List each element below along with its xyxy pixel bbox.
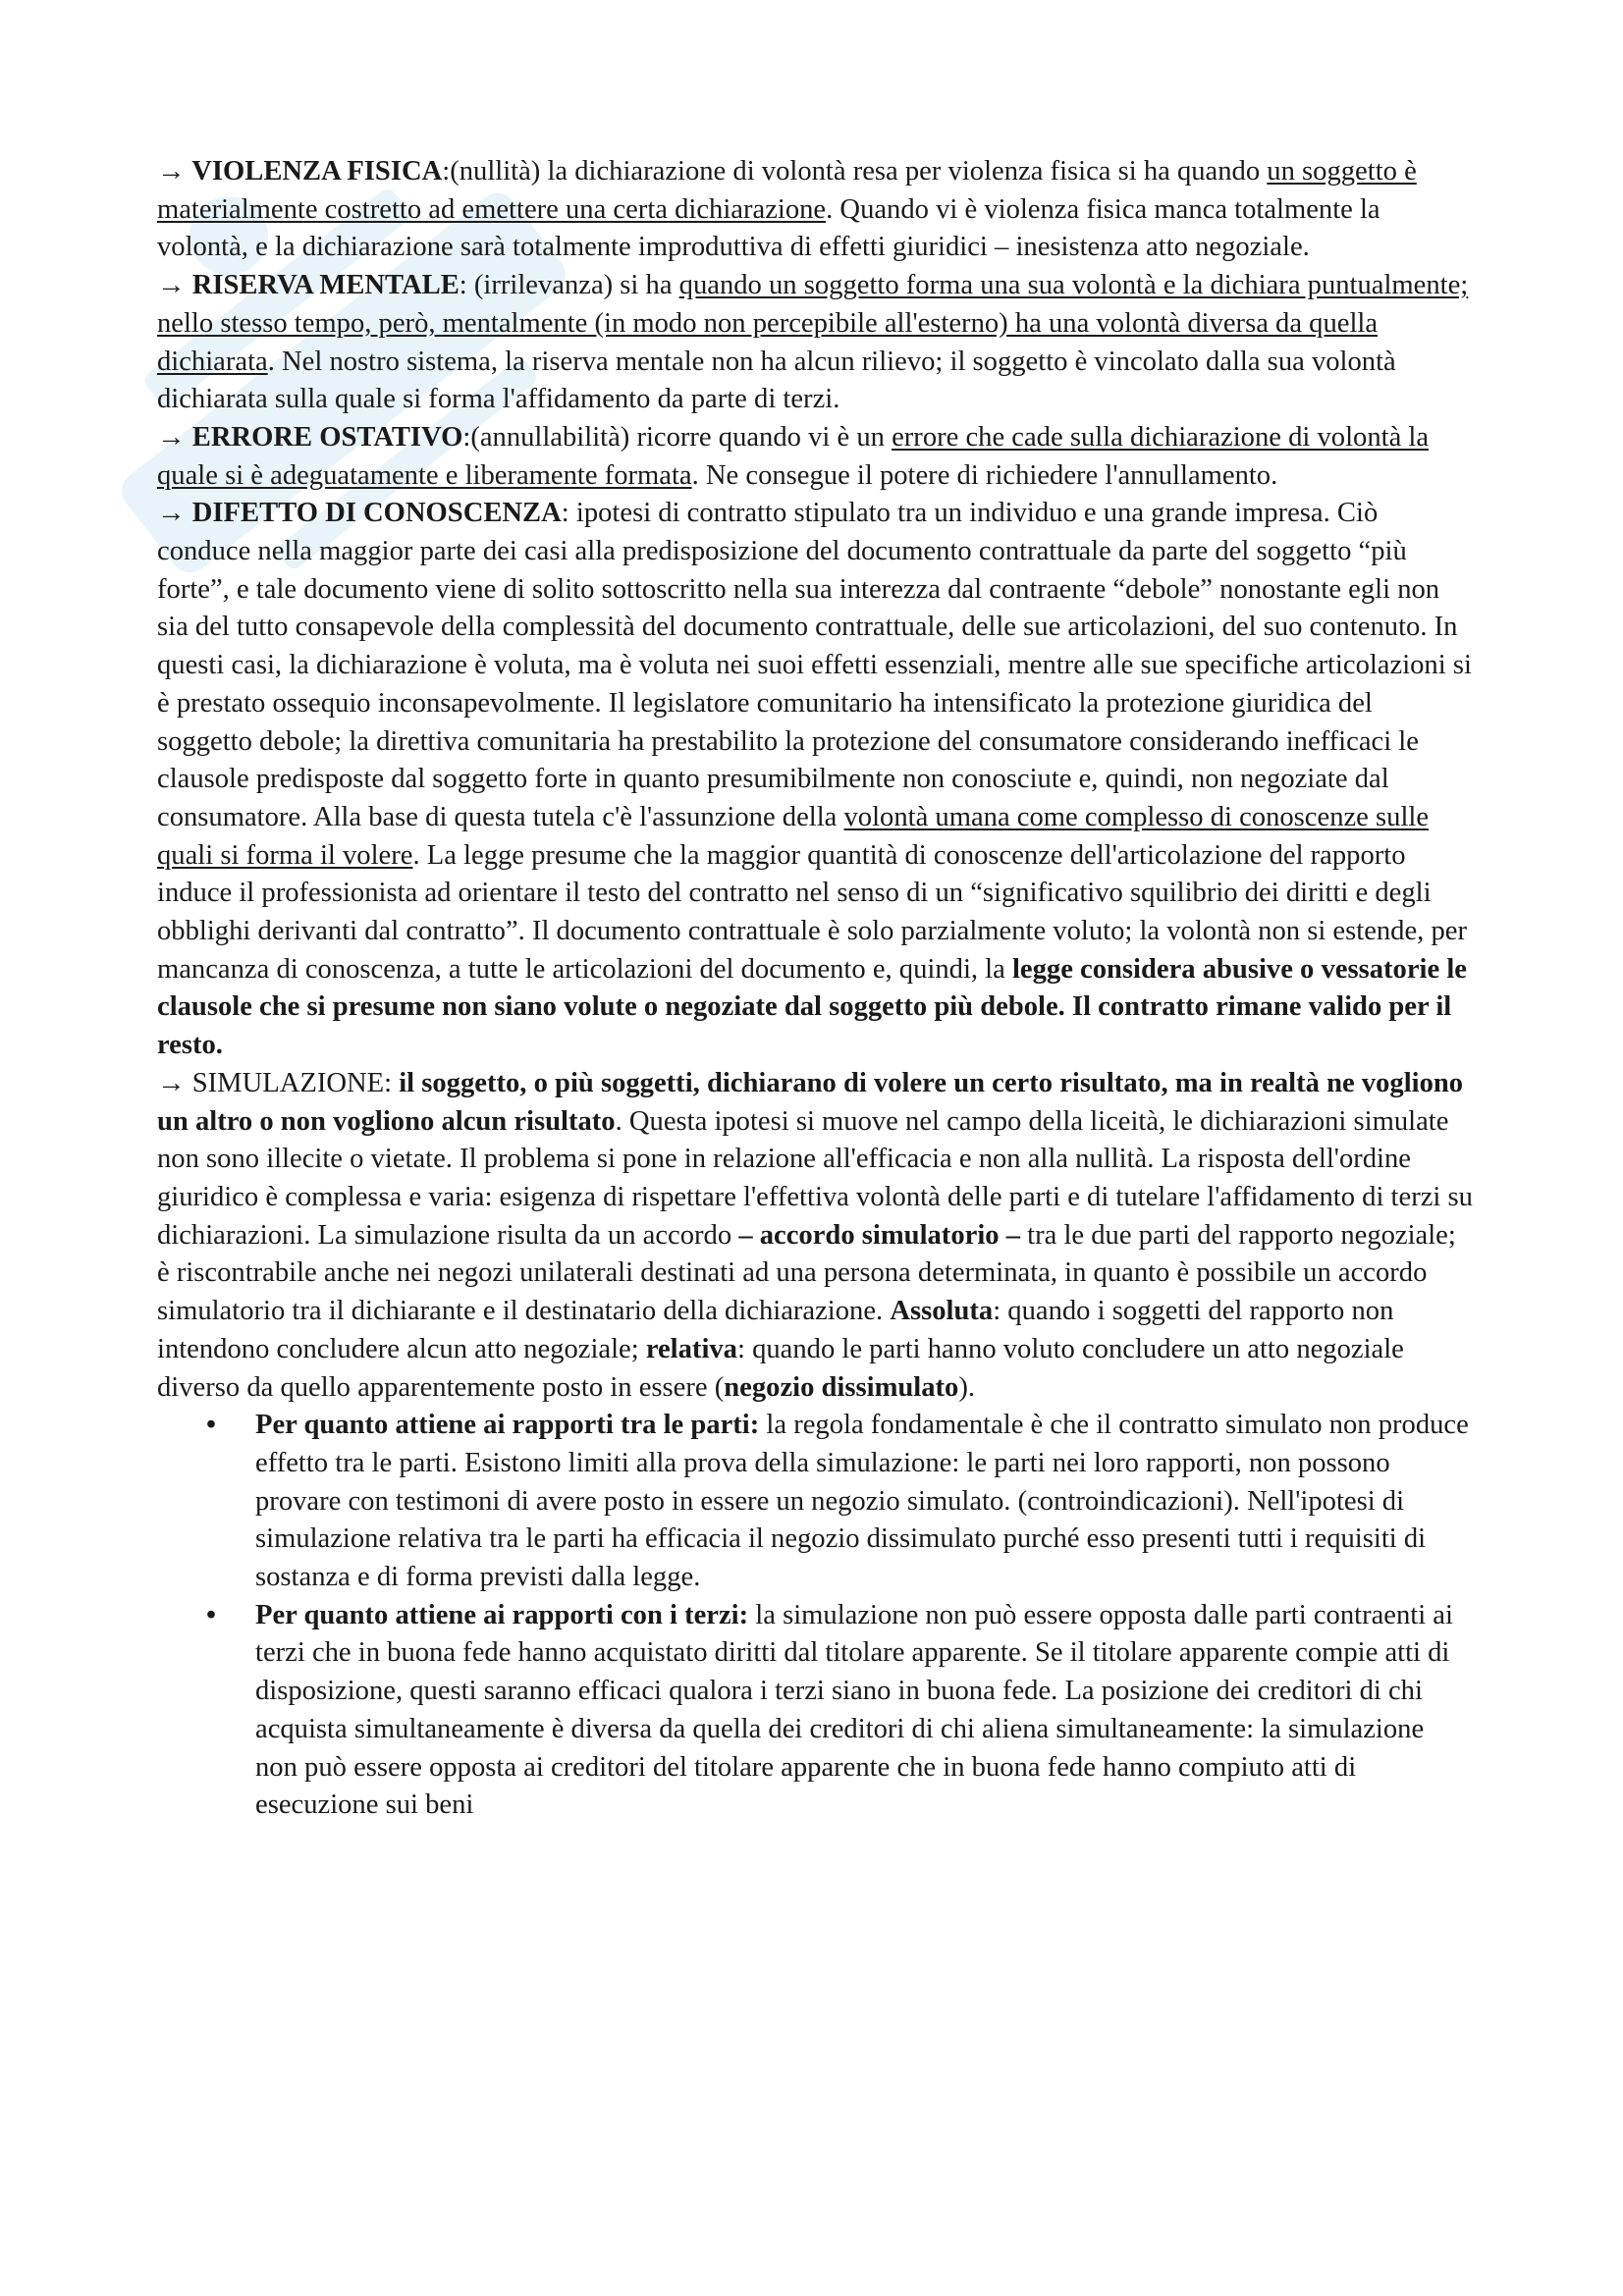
section-errore-ostativo: → ERRORE OSTATIVO:(annullabilità) ricorre quando vi è un errore che cade sulla dichiarazione di volontà la quale si è adeguatamente e liberamente formata. Ne consegue il potere di richiedere l'annullamento. (157, 421, 1430, 491)
arrow-icon: → (157, 421, 186, 453)
bullet-icon: • (206, 1599, 217, 1630)
list-item: • Per quanto attiene ai rapporti tra le parti: la regola fondamentale è che il contratto simulato non produce effetto tra le parti. Esistono limiti alla prova della simulazione: le parti nei loro rapporti, non possono provare con testimoni di avere posto in essere un negozio simulato. (controindicazioni). Nell'ipotesi di simulazione relativa tra le parti ha efficacia il negozio dissimulato purché esso presenti tutti i requisiti di sostanza e di forma previsti dalla legge. (157, 1407, 1473, 1597)
section-title: DIFETTO DI CONOSCENZA (191, 498, 562, 529)
section-title: VIOLENZA FISICA (191, 156, 443, 187)
list-item: • Per quanto attiene ai rapporti con i terzi: la simulazione non può essere opposta dalle parti contraenti ai terzi che in buona fede hanno acquistato diritti dal titolare apparente. Se il titolare apparente compie atti di disposizione, questi saranno efficaci qualora i terzi siano in buona fede. La posizione dei creditori di chi acquista simultaneamente è diversa da quella dei creditori di chi aliena simultaneamente: la simulazione non può essere opposta ai creditori del titolare apparente che in buona fede hanno compiuto atti di esecuzione sui beni (157, 1597, 1473, 1825)
section-title: ERRORE OSTATIVO (191, 421, 463, 453)
section-simulazione: → SIMULAZIONE: il soggetto, o più soggetti, dichiarano di volere un certo risultato, ma in realtà ne vogliono un altro o non vogliono alcun risultato. Questa ipotesi si muove nel campo della liceità, le dichiarazioni simulate non sono illecite o vietate. Il problema si pone in relazione all'efficacia e non alla nullità. La risposta dell'ordine giuridico è complessa e varia: esigenza di rispettare l'effettiva volontà delle parti e di tutelare l'affidamento di terzi su dichiarazioni. La simulazione risulta da un accordo – accordo simulatorio – tra le due parti del rapporto negoziale; è riscontrabile anche nei negozi unilaterali destinati ad una persona determinata, in quanto è possibile un accordo simulatorio tra il dichiarante e il destinatario della dichiarazione. Assoluta: quando i soggetti del rapporto non intendono concludere alcun atto negoziale; relativa: quando le parti hanno voluto concludere un atto negoziale diverso da quello apparentemente posto in essere (negozio dissimulato). (157, 1067, 1473, 1403)
bullet-list (157, 1407, 1473, 1825)
section-violenza-fisica: → VIOLENZA FISICA:(nullità) la dichiarazione di volontà resa per violenza fisica si ha quando un soggetto è materialmente costretto ad emettere una certa dichiarazione. Quando vi è violenza fisica manca totalmente la volontà, e la dichiarazione sarà totalmente improduttiva di effetti giuridici – inesistenza atto negoziale. (157, 156, 1417, 263)
section-riserva-mentale: → RISERVA MENTALE: (irrilevanza) si ha quando un soggetto forma una sua volontà e la dichiara puntualmente; nello stesso tempo, però, mentalmente (in modo non percepibile all'esterno) ha una volontà diversa da quella dichiarata. Nel nostro sistema, la riserva mentale non ha alcun rilievo; il soggetto è vincolato dalla sua volontà dichiarata sulla quale si forma l'affidamento da parte di terzi. (157, 270, 1469, 415)
arrow-icon: → (157, 498, 186, 529)
arrow-icon: → (157, 270, 186, 301)
section-difetto-di-conoscenza: → DIFETTO DI CONOSCENZA: ipotesi di contratto stipulato tra un individuo e una grande impresa. Ciò conduce nella maggior parte dei casi alla predisposizione del documento contrattuale da parte del soggetto “più forte”, e tale documento viene di solito sottoscritto nella sua interezza dal contraente “debole” nonostante egli non sia del tutto consapevole della complessità del documento contrattuale, delle sue articolazioni, del suo contenuto. In questi casi, la dichiarazione è voluta, ma è voluta nei suoi effetti essenziali, mentre alle sue specifiche articolazioni si è prestato ossequio inconsapevolmente. Il legislatore comunitario ha intensificato la protezione giuridica del soggetto debole; la direttiva comunitaria ha prestabilito la protezione del consumatore considerando inefficaci le clausole predisposte dal soggetto forte in quanto presumibilmente non conosciute e, quindi, non negoziate dal consumatore. Alla base di questa tutela c'è l'assunzione della volontà umana come complesso di conoscenze sulle quali si forma il volere. La legge presume che la maggior quantità di conoscenze dell'articolazione del rapporto induce il professionista ad orientare il testo del contratto nel senso di un “significativo squilibrio dei diritti e degli obblighi derivanti dal contratto”. Il documento contrattuale è solo parzialmente voluto; la volontà non si estende, per mancanza di conoscenza, a tutte le articolazioni del documento e, quindi, la legge considera abusive o vessatorie le clausole che si presume non siano volute o negoziate dal soggetto più debole. Il contratto rimane valido per il resto. (157, 498, 1472, 1061)
section-title: RISERVA MENTALE (191, 270, 460, 301)
document-body (157, 153, 1473, 1825)
arrow-icon: → (157, 1067, 186, 1098)
bullet-icon: • (206, 1410, 217, 1441)
section-title: SIMULAZIONE (191, 1067, 385, 1098)
arrow-icon: → (157, 156, 186, 187)
